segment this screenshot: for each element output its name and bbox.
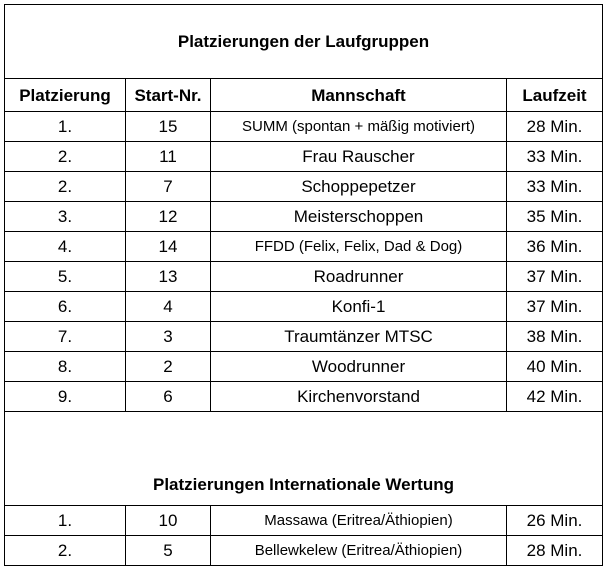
spacer-cell xyxy=(5,412,603,464)
cell-place: 5. xyxy=(5,262,126,292)
cell-place: 2. xyxy=(5,536,126,566)
cell-start: 4 xyxy=(126,292,211,322)
cell-team: Meisterschoppen xyxy=(211,202,507,232)
cell-time: 42 Min. xyxy=(507,382,603,412)
cell-start: 12 xyxy=(126,202,211,232)
table-row xyxy=(5,322,603,352)
cell-time: 38 Min. xyxy=(507,322,603,352)
cell-start: 5 xyxy=(126,536,211,566)
cell-team: Kirchenvorstand xyxy=(211,382,507,412)
section2-title-row xyxy=(5,464,603,506)
cell-time: 37 Min. xyxy=(507,292,603,322)
cell-time: 36 Min. xyxy=(507,232,603,262)
header-laufzeit: Laufzeit xyxy=(507,79,603,112)
cell-start: 6 xyxy=(126,382,211,412)
cell-start: 11 xyxy=(126,142,211,172)
cell-place: 8. xyxy=(5,352,126,382)
cell-team: Schoppepetzer xyxy=(211,172,507,202)
table-row xyxy=(5,506,603,536)
cell-time: 33 Min. xyxy=(507,142,603,172)
cell-team: Bellewkelew (Eritrea/Äthiopien) xyxy=(211,536,507,566)
cell-team: Frau Rauscher xyxy=(211,142,507,172)
table-row xyxy=(5,112,603,142)
table-row xyxy=(5,262,603,292)
cell-team: Woodrunner xyxy=(211,352,507,382)
header-mannschaft: Mannschaft xyxy=(211,79,507,112)
table-row xyxy=(5,352,603,382)
cell-start: 2 xyxy=(126,352,211,382)
table-row xyxy=(5,232,603,262)
header-row xyxy=(5,79,603,112)
cell-start: 10 xyxy=(126,506,211,536)
cell-time: 37 Min. xyxy=(507,262,603,292)
cell-time: 40 Min. xyxy=(507,352,603,382)
cell-place: 9. xyxy=(5,382,126,412)
header-platzierung: Platzierung xyxy=(5,79,126,112)
cell-place: 4. xyxy=(5,232,126,262)
cell-team: FFDD (Felix, Felix, Dad & Dog) xyxy=(211,232,507,262)
cell-place: 2. xyxy=(5,142,126,172)
cell-time: 35 Min. xyxy=(507,202,603,232)
cell-place: 2. xyxy=(5,172,126,202)
section1-title: Platzierungen der Laufgruppen xyxy=(5,5,603,79)
results-table xyxy=(4,4,603,566)
cell-team: Massawa (Eritrea/Äthiopien) xyxy=(211,506,507,536)
table-row xyxy=(5,292,603,322)
cell-start: 3 xyxy=(126,322,211,352)
cell-team: SUMM (spontan + mäßig motiviert) xyxy=(211,112,507,142)
header-start-nr: Start-Nr. xyxy=(126,79,211,112)
cell-time: 26 Min. xyxy=(507,506,603,536)
cell-place: 6. xyxy=(5,292,126,322)
table-row xyxy=(5,382,603,412)
cell-time: 28 Min. xyxy=(507,112,603,142)
cell-team: Roadrunner xyxy=(211,262,507,292)
cell-time: 33 Min. xyxy=(507,172,603,202)
cell-place: 7. xyxy=(5,322,126,352)
spacer-row xyxy=(5,412,603,464)
table-row xyxy=(5,172,603,202)
cell-start: 7 xyxy=(126,172,211,202)
cell-place: 1. xyxy=(5,112,126,142)
cell-time: 28 Min. xyxy=(507,536,603,566)
cell-place: 1. xyxy=(5,506,126,536)
section1-title-row xyxy=(5,5,603,79)
cell-place: 3. xyxy=(5,202,126,232)
table-row xyxy=(5,202,603,232)
cell-team: Konfi-1 xyxy=(211,292,507,322)
section2-title: Platzierungen Internationale Wertung xyxy=(5,464,603,506)
cell-start: 14 xyxy=(126,232,211,262)
table-row xyxy=(5,536,603,566)
cell-start: 15 xyxy=(126,112,211,142)
cell-team: Traumtänzer MTSC xyxy=(211,322,507,352)
table-row xyxy=(5,142,603,172)
cell-start: 13 xyxy=(126,262,211,292)
